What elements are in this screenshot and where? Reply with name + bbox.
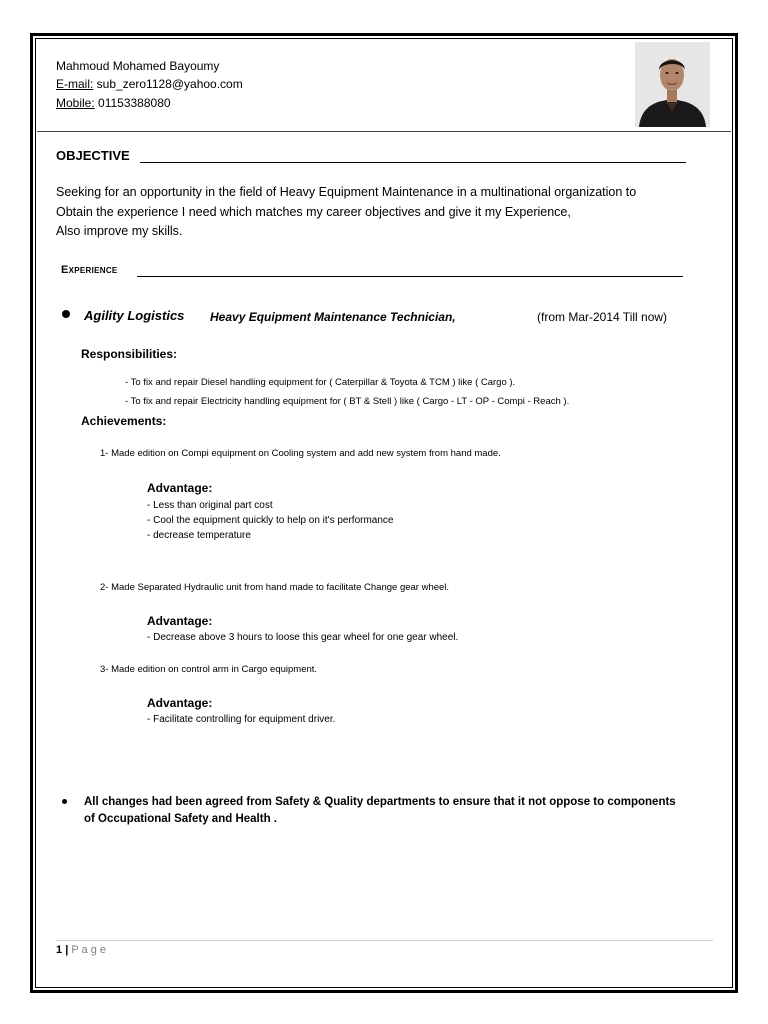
mobile-line bbox=[56, 96, 171, 110]
advantage-item: - Cool the equipment quickly to help on it's performance bbox=[147, 515, 394, 526]
safety-note bbox=[84, 794, 724, 828]
job-title: Heavy Equipment Maintenance Technician, bbox=[210, 310, 456, 324]
advantage-heading: Advantage: bbox=[147, 614, 213, 628]
header-divider bbox=[37, 131, 731, 132]
job-dates: (from Mar-2014 Till now) bbox=[537, 310, 668, 324]
page-border-inner bbox=[35, 38, 733, 988]
page-label: Page bbox=[71, 944, 110, 956]
advantage-heading: Advantage: bbox=[147, 481, 213, 495]
advantage-item: - Facilitate controlling for equipment driver. bbox=[147, 714, 336, 725]
safety-note-line: All changes had been agreed from Safety & Quality departments to ensure that it not oppose to components bbox=[84, 796, 676, 808]
mobile-value: 01153388080 bbox=[94, 96, 171, 110]
bullet-icon bbox=[62, 799, 67, 804]
objective-line: Obtain the experience I need which matches my career objectives and give it my Experience, bbox=[56, 204, 571, 219]
advantage-item: - Less than original part cost bbox=[147, 500, 273, 511]
profile-photo bbox=[635, 42, 710, 127]
page-footer bbox=[56, 944, 109, 956]
responsibility-item: - To fix and repair Diesel handling equipment for ( Caterpillar & Toyota & TCM ) like ( Cargo ). bbox=[125, 377, 516, 388]
company-name: Agility Logistics bbox=[84, 308, 185, 323]
experience-heading: Experience bbox=[61, 264, 118, 276]
objective-heading-rule bbox=[140, 162, 686, 163]
objective-line: Also improve my skills. bbox=[56, 224, 183, 238]
achievements-heading: Achievements: bbox=[81, 414, 167, 428]
advantage-item: - Decrease above 3 hours to loose this gear wheel for one gear wheel. bbox=[147, 632, 459, 643]
advantage-heading: Advantage: bbox=[147, 696, 213, 710]
responsibility-item: - To fix and repair Electricity handling equipment for ( BT & Stell ) like ( Cargo - LT - OP - Compi - Reach ). bbox=[125, 396, 570, 407]
bullet-icon bbox=[62, 310, 70, 318]
objective-line: Seeking for an opportunity in the field of Heavy Equipment Maintenance in a multinational organization to bbox=[56, 185, 637, 199]
safety-note-line: of Occupational Safety and Health . bbox=[84, 813, 277, 825]
email-line bbox=[56, 77, 243, 91]
achievement-item: 2- Made Separated Hydraulic unit from hand made to facilitate Change gear wheel. bbox=[100, 582, 450, 593]
footer-separator: | bbox=[65, 944, 69, 956]
email-value: sub_zero1128@yahoo.com bbox=[93, 77, 243, 91]
page-number: 1 bbox=[56, 944, 63, 956]
mobile-label: Mobile: bbox=[56, 96, 95, 110]
experience-heading-rule bbox=[137, 276, 683, 277]
objective-heading: OBJECTIVE bbox=[56, 148, 130, 163]
responsibilities-heading: Responsibilities: bbox=[81, 347, 178, 361]
advantage-item: - decrease temperature bbox=[147, 530, 251, 541]
objective-text bbox=[56, 183, 721, 242]
candidate-name: Mahmoud Mohamed Bayoumy bbox=[56, 59, 220, 73]
achievement-item: 3- Made edition on control arm in Cargo equipment. bbox=[100, 664, 318, 675]
achievement-item: 1- Made edition on Compi equipment on Cooling system and add new system from hand made. bbox=[100, 448, 501, 459]
email-label: E-mail: bbox=[56, 77, 94, 91]
footer-divider bbox=[56, 940, 713, 941]
